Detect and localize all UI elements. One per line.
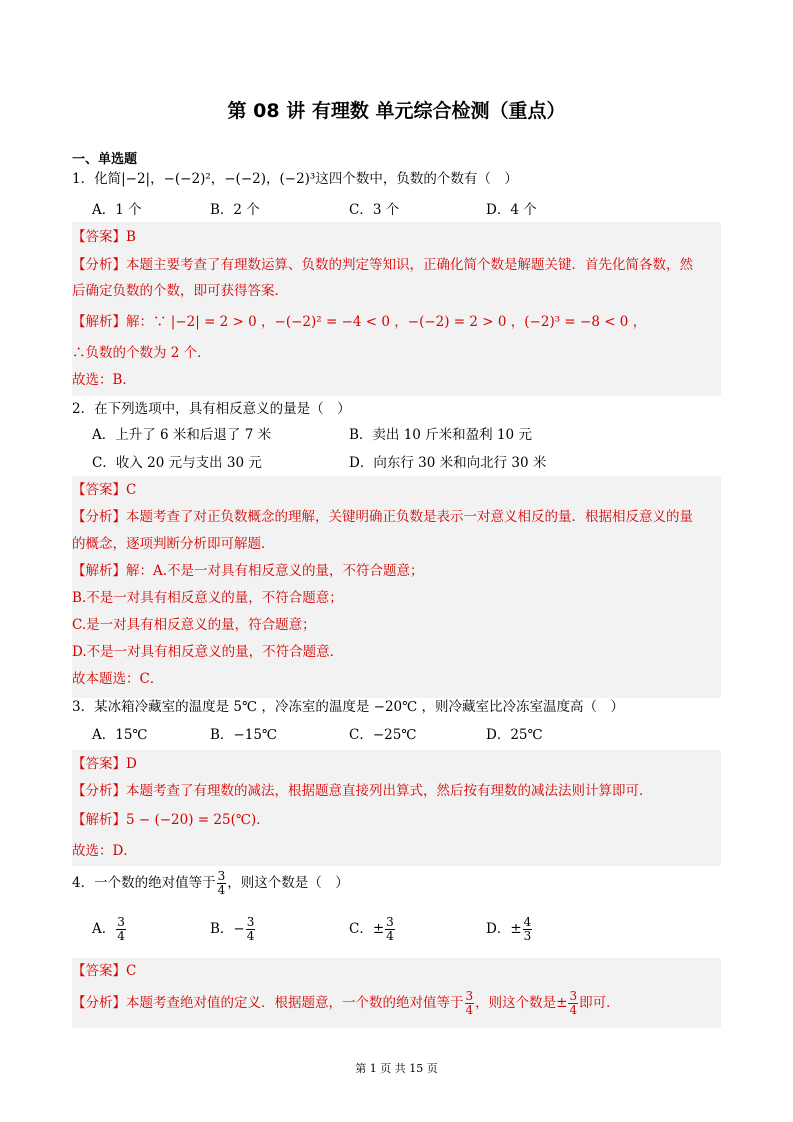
q3-choice: 故选：D．	[72, 843, 137, 859]
q2-option-b: B．卖出 10 斤米和盈利 10 元	[349, 427, 532, 443]
q1-answer: 【答案】B	[72, 229, 136, 245]
q4-analysis-mid: ，则这个数是±	[475, 995, 568, 1011]
q4-answer: 【答案】C	[72, 963, 137, 979]
q2-solution-a: 【解析】解：A.不是一对具有相反意义的量，不符合题意；	[72, 563, 424, 579]
q1-therefore: ∴负数的个数为 2 个．	[72, 345, 211, 361]
q4-an-frac2-den: 4	[569, 1003, 578, 1017]
q4-stem-pre: 4．一个数的绝对值等于	[72, 875, 216, 891]
page-footer: 第 1 页 共 15 页	[355, 1062, 438, 1075]
q4-option-a-label: A．	[92, 921, 116, 937]
q1-analysis-line2: 后确定负数的个数，即可获得答案．	[72, 283, 288, 299]
q2-analysis-line2: 的概念，逐项判断分析即可解题．	[72, 536, 275, 552]
q4-stem-frac-den: 4	[217, 883, 226, 897]
q4-opt-a-den: 4	[117, 929, 125, 943]
question-1-stem: 1．化简|−2|，−(−2)²，−(−2)，(−2)³这四个数中，负数的个数有（ ）	[72, 171, 518, 187]
q4-opt-b-den: 4	[246, 929, 255, 943]
q1-solution: 【解析】解：∵ |−2| = 2 > 0 ，−(−2)² = −4 < 0 ，−(−2) = 2 > 0 ，(−2)³ = −8 < 0 ，	[72, 314, 647, 330]
q2-solution-b: B.不是一对具有相反意义的量，不符合题意；	[72, 590, 343, 606]
q4-stem-post: ，则这个数是（ ）	[227, 875, 349, 891]
q4-an-frac1-den: 4	[465, 1003, 474, 1017]
q2-choice: 故本题选：C．	[72, 671, 164, 687]
q3-option-c: C．−25℃	[349, 727, 417, 743]
q4-analysis-pre: 【分析】本题考查绝对值的定义．根据题意，一个数的绝对值等于	[72, 995, 464, 1011]
q4-option-c-fraction	[385, 916, 395, 943]
q1-answer-box	[72, 222, 721, 396]
q4-option-c	[349, 914, 396, 944]
q4-option-d-label: D．±	[486, 921, 522, 937]
q1-choice: 故选：B．	[72, 372, 136, 388]
q3-option-b: B．−15℃	[210, 727, 278, 743]
q2-analysis-line1: 【分析】本题考查了对正负数概念的理解，关键明确正负数是表示一对意义相反的量．根据相反意义的量	[72, 509, 693, 525]
section-heading: 一、单选题	[72, 152, 138, 167]
q2-solution-c: C.是一对具有相反意义的量，符合题意；	[72, 617, 316, 633]
q2-option-d: D．向东行 30 米和向北行 30 米	[349, 455, 547, 471]
q4-opt-a-num: 3	[117, 915, 125, 929]
q2-option-a: A．上升了 6 米和后退了 7 米	[92, 427, 272, 443]
q3-answer: 【答案】D	[72, 756, 137, 772]
q4-option-d	[486, 914, 533, 944]
q4-opt-c-den: 4	[386, 929, 394, 943]
page-title: 第 08 讲 有理数 单元综合检测（重点）	[227, 100, 566, 122]
q2-option-c: C．收入 20 元与支出 30 元	[92, 455, 262, 471]
q3-answer-box	[72, 750, 721, 866]
q4-stem-fraction	[217, 870, 227, 897]
q4-analysis	[72, 988, 620, 1018]
q2-solution-d: D.不是一对具有相反意义的量，不符合题意．	[72, 644, 344, 660]
q4-opt-c-num: 3	[386, 915, 394, 929]
q4-option-b-label: B．−	[210, 921, 245, 937]
q1-analysis-line1: 【分析】本题主要考查了有理数运算、负数的判定等知识，正确化简个数是解题关键．首先化简各数，然	[72, 257, 693, 273]
q1-option-c: C．3 个	[349, 202, 400, 218]
q4-an-frac1-num: 3	[465, 989, 474, 1003]
q3-solution: 【解析】5 − (−20) = 25(℃)．	[72, 812, 270, 828]
q1-option-a: A．1 个	[92, 202, 142, 218]
question-2-stem: 2．在下列选项中，具有相反意义的量是（ ）	[72, 401, 351, 417]
q1-option-b: B．2 个	[210, 202, 260, 218]
q4-option-a	[92, 914, 127, 944]
q4-opt-b-num: 3	[246, 915, 255, 929]
question-4-stem	[72, 868, 349, 898]
q4-analysis-post: 即可．	[579, 995, 620, 1011]
q1-option-d: D．4 个	[486, 202, 537, 218]
q4-option-b	[210, 914, 256, 944]
q2-answer: 【答案】C	[72, 482, 137, 498]
q4-an-frac2-num: 3	[569, 989, 578, 1003]
q4-option-d-fraction	[523, 916, 533, 943]
q3-option-a: A．15℃	[92, 727, 148, 743]
question-3-stem: 3．某冰箱冷藏室的温度是 5℃ ，冷冻室的温度是 −20℃ ，则冷藏室比冷冻室温度高（ ）	[72, 699, 625, 715]
q4-opt-d-den: 3	[523, 929, 532, 943]
q4-analysis-fraction-1	[465, 990, 475, 1017]
q4-analysis-fraction-2	[568, 990, 578, 1017]
q3-analysis: 【分析】本题考查了有理数的减法，根据题意直接列出算式，然后按有理数的减法法则计算即可．	[72, 783, 653, 799]
q4-stem-frac-num: 3	[217, 869, 226, 883]
q4-option-c-label: C．±	[349, 921, 385, 937]
q4-option-a-fraction	[116, 916, 126, 943]
q4-opt-d-num: 4	[523, 915, 532, 929]
q4-option-b-fraction	[246, 916, 256, 943]
q3-option-d: D．25℃	[486, 727, 543, 743]
